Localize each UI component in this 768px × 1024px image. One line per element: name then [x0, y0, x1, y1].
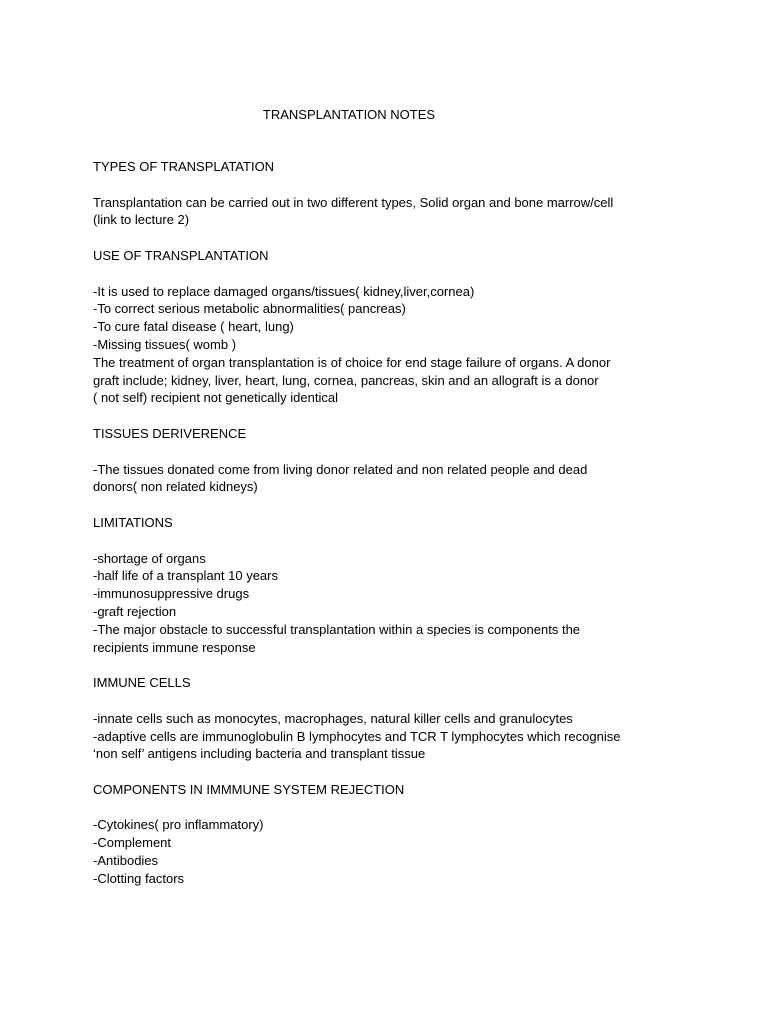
text-line: graft include; kidney, liver, heart, lung, cornea, pancreas, skin and an allograft is a donor	[93, 372, 599, 388]
text-line: -To correct serious metabolic abnormalities( pancreas)	[93, 301, 406, 317]
blank-line	[93, 532, 683, 550]
text-line: recipients immune response	[93, 639, 256, 655]
text-line: Transplantation can be carried out in two different types, Solid organ and bone marrow/cell	[93, 194, 614, 210]
text-line: -Missing tissues( womb )	[93, 336, 237, 352]
text-line: ‘non self’ antigens including bacteria and transplant tissue	[93, 746, 426, 762]
text-line: IMMUNE CELLS	[93, 675, 191, 691]
text-line: -The tissues donated come from living donor related and non related people and dead	[93, 461, 588, 477]
text-line: -adaptive cells are immunoglobulin B lymphocytes and TCR T lymphocytes which recognise	[93, 728, 621, 744]
text-line: -immunosuppressive drugs	[93, 586, 250, 602]
text-line: -Antibodies	[93, 853, 159, 869]
text-line: TYPES OF TRANSPLATATION	[93, 159, 275, 174]
blank-line	[93, 799, 683, 817]
blank-line	[93, 496, 683, 514]
blank-line	[93, 656, 683, 674]
blank-line	[93, 265, 683, 283]
text-line: -The major obstacle to successful transplantation within a species is components the	[93, 621, 581, 637]
text-line: (link to lecture 2)	[93, 212, 190, 228]
text-line: -shortage of organs	[93, 550, 206, 566]
text-line: -Complement	[93, 835, 172, 851]
text-line: LIMITATIONS	[93, 514, 173, 530]
blank-line	[93, 407, 683, 425]
text-line: -To cure fatal disease ( heart, lung)	[93, 319, 294, 335]
text-line: The treatment of organ transplantation is of choice for end stage failure of organs. A donor	[93, 354, 611, 370]
text-line: COMPONENTS IN IMMMUNE SYSTEM REJECTION	[93, 781, 405, 797]
blank-line	[93, 176, 683, 194]
text-line: -innate cells such as monocytes, macrophages, natural killer cells and granulocytes	[93, 710, 573, 726]
text-line: TISSUES DERIVERENCE	[93, 425, 247, 441]
text-line: -Cytokines( pro inflammatory)	[93, 817, 264, 833]
blank-line	[93, 443, 683, 461]
blank-line	[93, 692, 683, 710]
document-body	[93, 158, 683, 888]
blank-line	[93, 763, 683, 781]
text-line: USE OF TRANSPLANTATION	[93, 247, 269, 263]
text-line: ( not self) recipient not genetically identical	[93, 390, 338, 406]
text-line: -graft rejection	[93, 603, 177, 619]
document-title: TRANSPLANTATION NOTES	[262, 107, 436, 122]
text-line: -half life of a transplant 10 years	[93, 568, 278, 584]
text-line: -Clotting factors	[93, 870, 185, 886]
blank-line	[93, 229, 683, 247]
text-line: donors( non related kidneys)	[93, 479, 258, 495]
text-line: -It is used to replace damaged organs/tissues( kidney,liver,cornea)	[93, 283, 475, 299]
